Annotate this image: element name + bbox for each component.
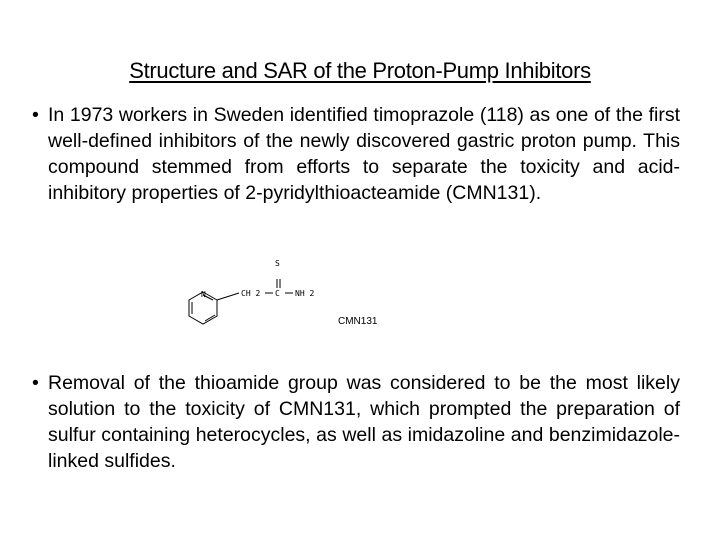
bond-ring-ch2 — [217, 293, 239, 300]
atom-label-n: N — [201, 290, 206, 299]
bullet-dot: • — [32, 104, 39, 126]
slide-title: Structure and SAR of the Proton-Pump Inhibitors — [129, 58, 591, 83]
bullet-text: Removal of the thioamide group was considered to be the most likely solution to the toxicity of CMN131, which prompted the preparation of sulfur containing heterocycles, as well as imidazoline and benzimidazole-linked sulfides. — [48, 372, 680, 472]
bullet-text: In 1973 workers in Sweden identified timoprazole (118) as one of the first well-defined inhibitors of the newly discovered gastric proton pump. This compound stemmed from efforts to separate the toxicity and acid-inhibitory properties of 2-pyridylthioacteamide (CMN131). — [48, 104, 680, 204]
bullet-item — [32, 370, 680, 474]
atom-label-ch2: CH 2 — [241, 289, 261, 298]
atom-label-c: C — [275, 289, 280, 298]
bullet-item — [32, 102, 680, 206]
atom-label-s: S — [275, 259, 280, 268]
bullet-dot: • — [32, 372, 39, 394]
structure-caption: CMN131 — [338, 316, 378, 327]
chemical-structure — [175, 255, 335, 335]
atom-label-nh2: NH 2 — [295, 289, 315, 298]
